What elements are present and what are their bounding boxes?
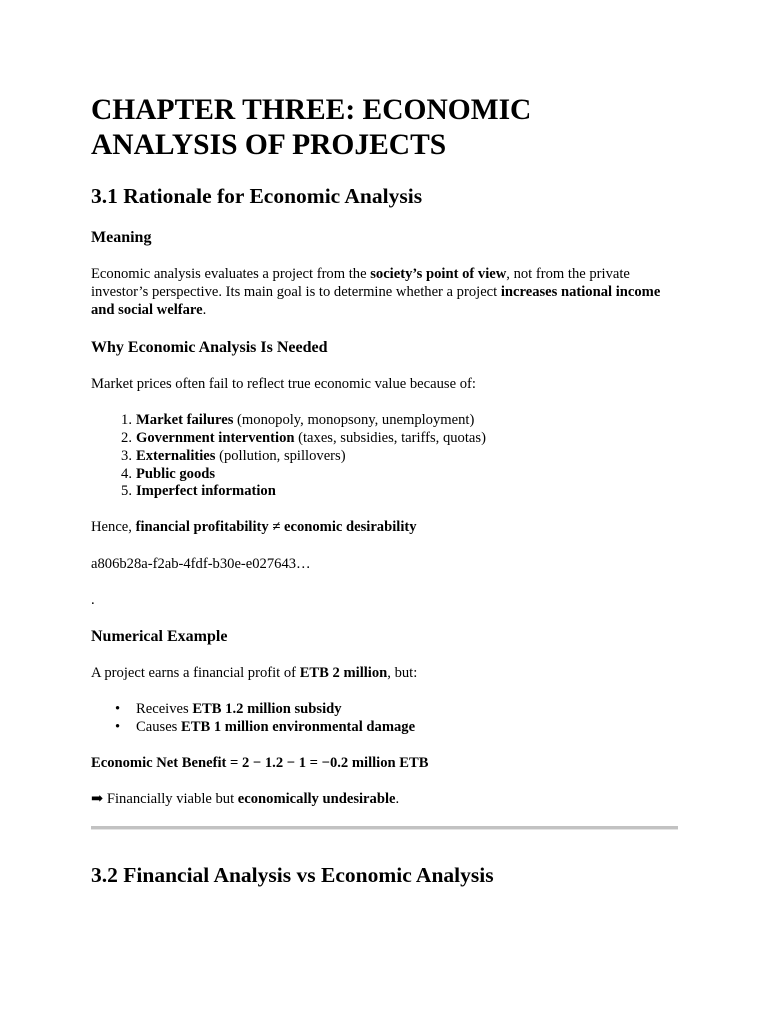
why-intro: Market prices often fail to reflect true economic value because of: bbox=[91, 376, 476, 392]
bullet-icon: • bbox=[115, 719, 121, 735]
list-item: 2. Government intervention (taxes, subsidies, tariffs, quotas) bbox=[121, 430, 486, 446]
hence-line: Hence, financial profitability ≠ economic desirability bbox=[91, 519, 417, 535]
economic-net-benefit-formula: Economic Net Benefit = 2 − 1.2 − 1 = −0.2 million ETB bbox=[91, 755, 429, 771]
list-item: 4. Public goods bbox=[121, 466, 216, 482]
list-item: • Causes ETB 1 million environmental damage bbox=[115, 719, 416, 735]
list-item: 1. Market failures (monopoly, monopsony, unemployment) bbox=[121, 412, 475, 428]
list-item: • Receives ETB 1.2 million subsidy bbox=[115, 701, 342, 717]
meaning-heading: Meaning bbox=[91, 229, 152, 246]
conclusion-line: ➡ Financially viable but economically undesirable. bbox=[91, 791, 400, 807]
section-heading-3-1: 3.1 Rationale for Economic Analysis bbox=[91, 184, 423, 208]
document-id-link[interactable]: a806b28a-f2ab-4fdf-b30e-e027643… bbox=[91, 556, 311, 572]
numerical-example-heading: Numerical Example bbox=[91, 628, 228, 645]
list-item: 5. Imperfect information bbox=[121, 483, 276, 499]
meaning-paragraph: Economic analysis evaluates a project from the society’s point of view, not from the private investor’s perspective. Its main goal is to determine whether a project increases national income and social welfare. bbox=[91, 266, 661, 318]
list-item: 3. Externalities (pollution, spillovers) bbox=[121, 448, 346, 464]
bullet-icon: • bbox=[115, 701, 121, 717]
why-heading: Why Economic Analysis Is Needed bbox=[91, 339, 328, 356]
section-heading-3-2: 3.2 Financial Analysis vs Economic Analysis bbox=[91, 863, 494, 887]
right-arrow-icon: ➡ bbox=[91, 791, 104, 807]
chapter-title: CHAPTER THREE: ECONOMIC ANALYSIS OF PROJECTS bbox=[91, 94, 532, 161]
example-intro: A project earns a financial profit of ETB 2 million, but: bbox=[91, 665, 418, 681]
horizontal-divider bbox=[91, 826, 678, 830]
dot-line: . bbox=[91, 592, 95, 608]
